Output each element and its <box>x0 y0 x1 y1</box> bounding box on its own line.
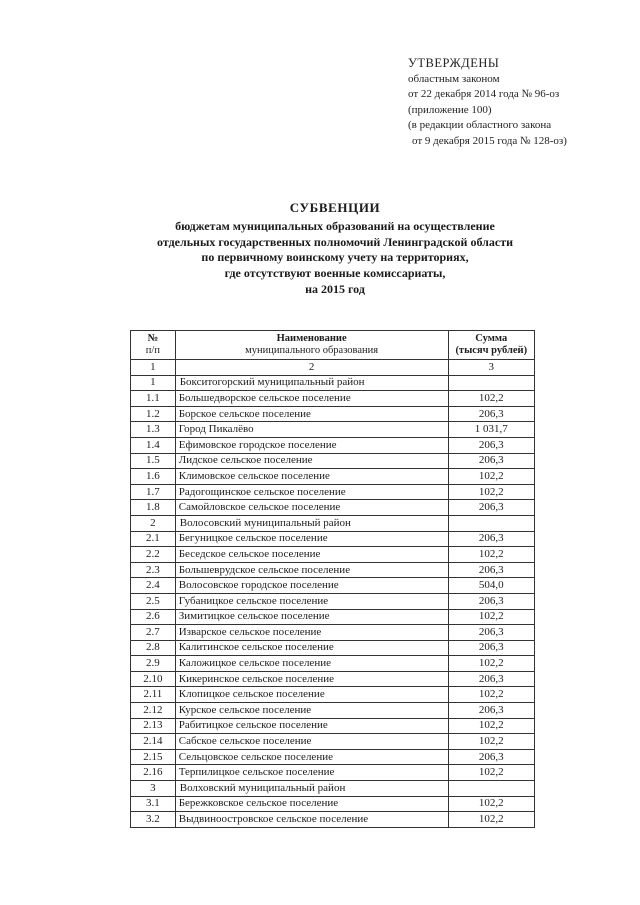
table-row <box>131 484 535 500</box>
row-number: 2.4 <box>131 578 176 594</box>
table-row <box>131 765 535 781</box>
row-name: Бережковское сельское поселение <box>175 796 448 812</box>
approval-heading: УТВЕРЖДЕНЫ <box>408 56 500 70</box>
table-row <box>131 749 535 765</box>
document-title <box>110 200 560 298</box>
row-name: Терпилицкое сельское поселение <box>175 765 448 781</box>
row-sum: 206,3 <box>448 671 534 687</box>
row-sum <box>448 375 534 391</box>
row-sum <box>448 781 534 797</box>
row-number: 3.1 <box>131 796 176 812</box>
header-name-line1: Наименование <box>276 333 347 344</box>
row-name: Изварское сельское поселение <box>175 625 448 641</box>
row-sum: 102,2 <box>448 718 534 734</box>
title-main: СУБВЕНЦИИ <box>289 200 381 215</box>
row-name: Кикеринское сельское поселение <box>175 671 448 687</box>
row-number: 3.2 <box>131 812 176 828</box>
header-sum <box>448 331 534 360</box>
table-row <box>131 625 535 641</box>
row-sum: 102,2 <box>448 796 534 812</box>
row-name: Сельцовское сельское поселение <box>175 749 448 765</box>
table-row <box>131 469 535 485</box>
table-row <box>131 578 535 594</box>
table-body <box>131 360 535 828</box>
row-name: Волосовское городское поселение <box>175 578 448 594</box>
row-number: 2.14 <box>131 734 176 750</box>
row-sum: 206,3 <box>448 406 534 422</box>
table-row <box>131 593 535 609</box>
row-number: 2.2 <box>131 547 176 563</box>
column-index: 2 <box>175 360 448 376</box>
header-name-line2: муниципального образования <box>245 345 379 356</box>
row-sum: 206,3 <box>448 531 534 547</box>
row-sum: 206,3 <box>448 640 534 656</box>
row-number: 2.11 <box>131 687 176 703</box>
row-number: 2.9 <box>131 656 176 672</box>
row-name: Борское сельское поселение <box>175 406 448 422</box>
row-number: 1.8 <box>131 500 176 516</box>
district-row <box>131 515 535 531</box>
row-sum: 206,3 <box>448 749 534 765</box>
row-number: 2.6 <box>131 609 176 625</box>
row-sum: 102,2 <box>448 609 534 625</box>
row-number: 1.2 <box>131 406 176 422</box>
header-name <box>175 331 448 360</box>
row-sum: 102,2 <box>448 547 534 563</box>
table-header-row <box>131 331 535 360</box>
row-sum: 102,2 <box>448 469 534 485</box>
table-row <box>131 656 535 672</box>
approval-line: областным законом <box>408 72 500 85</box>
row-sum: 206,3 <box>448 625 534 641</box>
row-number: 1.5 <box>131 453 176 469</box>
row-name: Волховский муниципальный район <box>175 781 448 797</box>
table-row <box>131 640 535 656</box>
row-name: Климовское сельское поселение <box>175 469 448 485</box>
row-sum: 102,2 <box>448 484 534 500</box>
table-row <box>131 703 535 719</box>
row-number: 2.16 <box>131 765 176 781</box>
row-sum: 206,3 <box>448 562 534 578</box>
approval-line: от 9 декабря 2015 года № 128-оз) <box>412 134 567 147</box>
title-line: отдельных государственных полномочий Ленинградской области <box>156 234 514 249</box>
row-name: Курское сельское поселение <box>175 703 448 719</box>
table-row <box>131 796 535 812</box>
row-number: 1.4 <box>131 437 176 453</box>
approval-line: (в редакции областного закона <box>408 119 552 132</box>
title-line: по первичному воинскому учету на территориях, <box>201 250 469 265</box>
row-sum: 102,2 <box>448 734 534 750</box>
row-name: Губаницкое сельское поселение <box>175 593 448 609</box>
header-sum-line2: (тысяч рублей) <box>455 345 528 356</box>
row-sum: 1 031,7 <box>448 422 534 438</box>
title-line: бюджетам муниципальных образований на осуществление <box>175 218 495 233</box>
row-name: Клопицкое сельское поселение <box>175 687 448 703</box>
table-row <box>131 531 535 547</box>
row-sum: 102,2 <box>448 391 534 407</box>
table-row <box>131 422 535 438</box>
row-sum: 206,3 <box>448 593 534 609</box>
table-row <box>131 562 535 578</box>
row-number: 2.10 <box>131 671 176 687</box>
row-name: Зимитицкое сельское поселение <box>175 609 448 625</box>
row-name: Лидское сельское поселение <box>175 453 448 469</box>
row-name: Рабитицкое сельское поселение <box>175 718 448 734</box>
approval-line: (приложение 100) <box>408 103 492 116</box>
row-name: Город Пикалёво <box>175 422 448 438</box>
row-name: Беседское сельское поселение <box>175 547 448 563</box>
table-row <box>131 812 535 828</box>
row-sum: 102,2 <box>448 812 534 828</box>
row-sum: 206,3 <box>448 500 534 516</box>
title-line: на 2015 год <box>305 281 365 296</box>
subventions-table <box>130 330 535 828</box>
row-number: 2.7 <box>131 625 176 641</box>
row-name: Радогощинское сельское поселение <box>175 484 448 500</box>
header-sum-line1: Сумма <box>475 333 508 344</box>
table-row <box>131 500 535 516</box>
district-row <box>131 375 535 391</box>
row-name: Самойловское сельское поселение <box>175 500 448 516</box>
row-number: 2.1 <box>131 531 176 547</box>
row-sum <box>448 515 534 531</box>
row-name: Калитинское сельское поселение <box>175 640 448 656</box>
column-index-row <box>131 360 535 376</box>
row-number: 2.12 <box>131 703 176 719</box>
row-number: 1.7 <box>131 484 176 500</box>
column-index: 3 <box>448 360 534 376</box>
header-num-line1: № <box>147 333 159 344</box>
row-number: 1.1 <box>131 391 176 407</box>
table-row <box>131 687 535 703</box>
row-number: 1.3 <box>131 422 176 438</box>
row-number: 2.15 <box>131 749 176 765</box>
title-line: где отсутствуют военные комиссариаты, <box>224 266 446 281</box>
row-name: Большеврудское сельское поселение <box>175 562 448 578</box>
row-name: Сабское сельское поселение <box>175 734 448 750</box>
table-row <box>131 437 535 453</box>
row-name: Каложицкое сельское поселение <box>175 656 448 672</box>
row-name: Волосовский муниципальный район <box>175 515 448 531</box>
table-row <box>131 671 535 687</box>
header-num <box>131 331 176 360</box>
row-number: 2.3 <box>131 562 176 578</box>
approval-line: от 22 декабря 2014 года № 96-оз <box>408 88 560 101</box>
row-name: Ефимовское городское поселение <box>175 437 448 453</box>
row-number: 2.8 <box>131 640 176 656</box>
row-sum: 206,3 <box>448 437 534 453</box>
header-num-line2: п/п <box>145 345 160 356</box>
row-sum: 102,2 <box>448 687 534 703</box>
row-sum: 206,3 <box>448 453 534 469</box>
column-index: 1 <box>131 360 176 376</box>
table-row <box>131 718 535 734</box>
row-number: 1 <box>131 375 176 391</box>
table-row <box>131 406 535 422</box>
row-sum: 206,3 <box>448 703 534 719</box>
row-sum: 102,2 <box>448 656 534 672</box>
row-name: Выдвиноостровское сельское поселение <box>175 812 448 828</box>
row-sum: 102,2 <box>448 765 534 781</box>
row-sum: 504,0 <box>448 578 534 594</box>
row-name: Бегуницкое сельское поселение <box>175 531 448 547</box>
row-name: Бокситогорский муниципальный район <box>175 375 448 391</box>
table-row <box>131 453 535 469</box>
row-number: 2.13 <box>131 718 176 734</box>
row-name: Большедворское сельское поселение <box>175 391 448 407</box>
row-number: 1.6 <box>131 469 176 485</box>
approval-block <box>408 56 567 150</box>
row-number: 3 <box>131 781 176 797</box>
table-row <box>131 609 535 625</box>
table-row <box>131 547 535 563</box>
table-row <box>131 734 535 750</box>
table-row <box>131 391 535 407</box>
district-row <box>131 781 535 797</box>
row-number: 2.5 <box>131 593 176 609</box>
row-number: 2 <box>131 515 176 531</box>
